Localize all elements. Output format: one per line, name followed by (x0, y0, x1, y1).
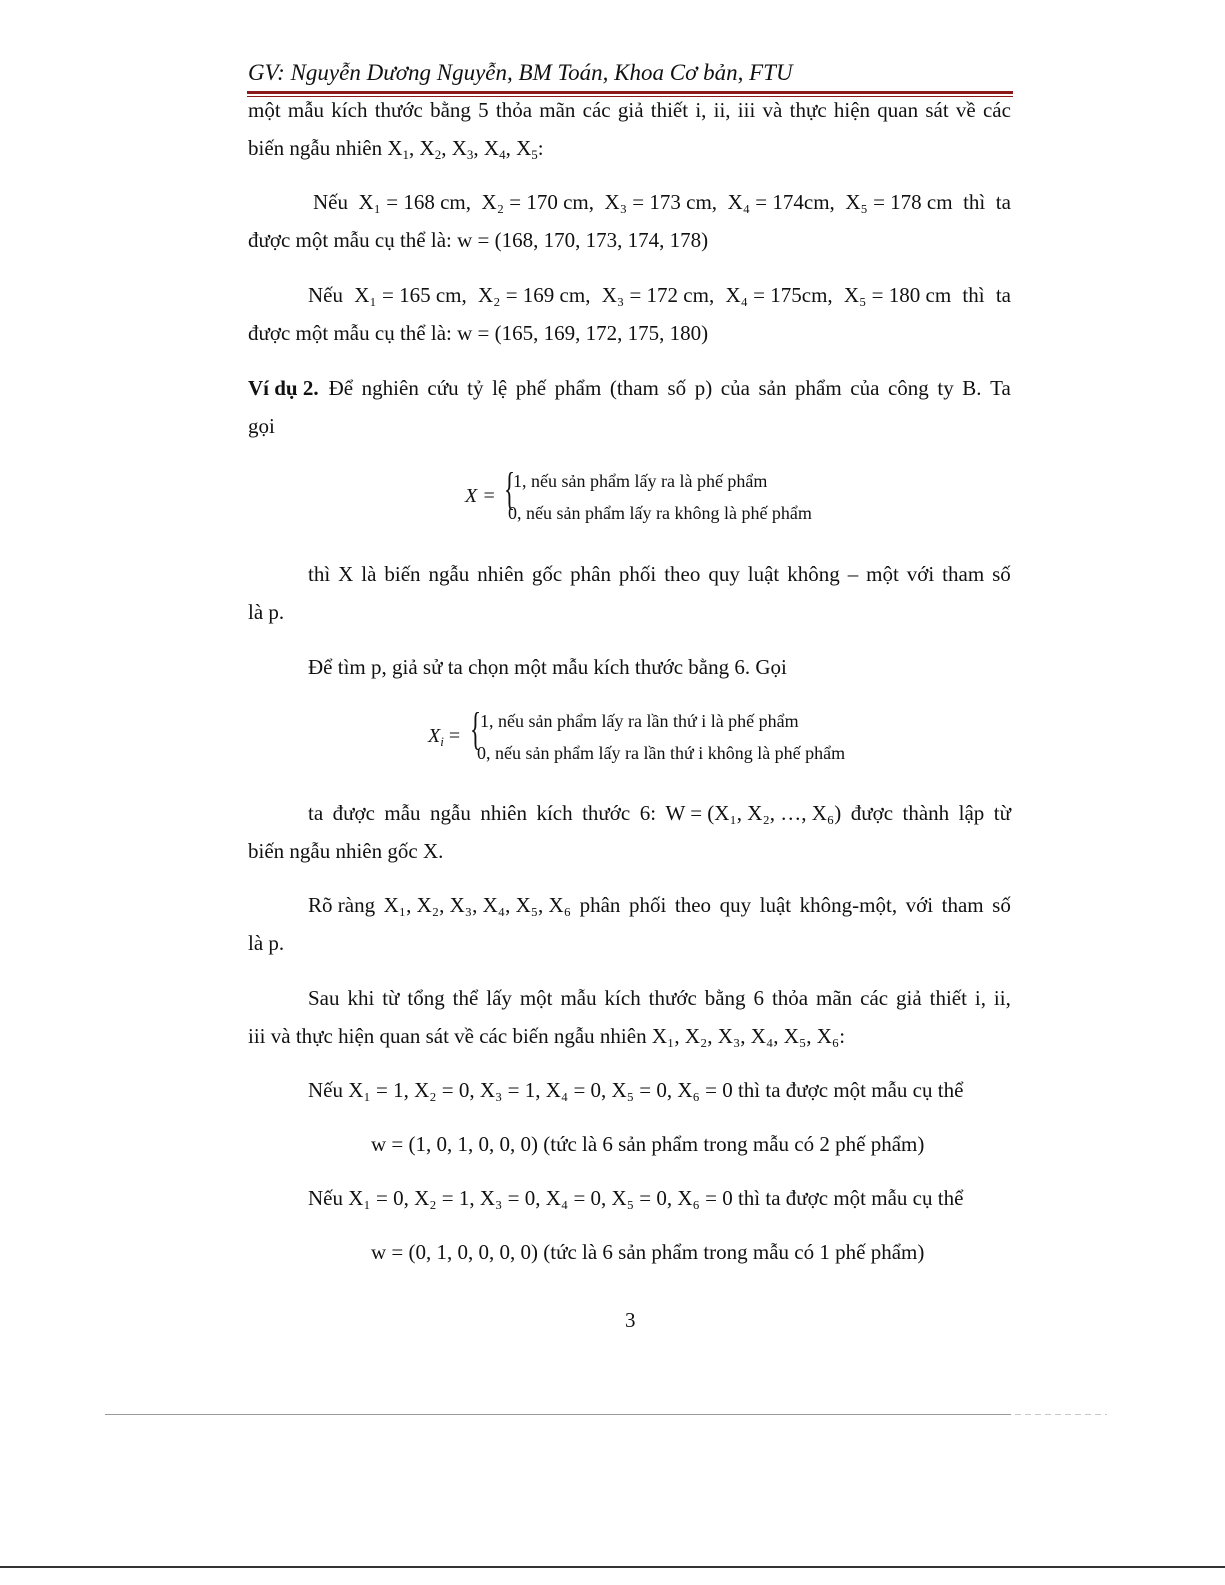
word: X₅ = 180 cm (843, 283, 952, 307)
case-line: 1, nếu sản phẩm lấy ra là phế phẩm (513, 471, 768, 491)
word: phân (570, 562, 611, 586)
word: ngẫu (430, 801, 471, 825)
word: các (582, 98, 611, 122)
word: từ (382, 986, 400, 1010)
word: của (720, 376, 750, 400)
word: luật (759, 893, 792, 917)
word: một (519, 986, 553, 1010)
word: lập (958, 801, 985, 825)
left-brace: { (504, 463, 516, 514)
word: X₂ = 169 cm, (477, 283, 591, 307)
word: nhiên (480, 801, 527, 825)
word: giả (896, 986, 922, 1010)
word: với (905, 893, 934, 917)
word: X₁ = 165 cm, (354, 283, 467, 307)
case-lhs: X = (465, 485, 496, 507)
word: kích (604, 986, 641, 1010)
sample-line (313, 190, 1011, 215)
word: thực (789, 98, 827, 122)
word: phẩm (795, 376, 842, 400)
footer-dotted-rule (1015, 1414, 1107, 1415)
word: thiết (650, 98, 689, 122)
word: Nếu (313, 190, 348, 214)
word: thiết (929, 986, 967, 1010)
case-line: 0, nếu sản phẩm lấy ra lần thứ i không là phế phẩm (477, 743, 846, 763)
word: ta (995, 190, 1011, 214)
word: bằng (704, 986, 746, 1010)
word: nghiên (361, 376, 419, 400)
word: theo (664, 562, 701, 586)
paragraph-line: gọi (248, 414, 275, 438)
word: 5 (478, 98, 489, 122)
word: được (850, 801, 894, 825)
word: phẩm (554, 376, 602, 400)
sample-line: w = (0, 1, 0, 0, 0, 0) (tức là 6 sản phẩm trong mẫu có 1 phế phẩm) (371, 1240, 925, 1264)
word: X₄ = 175cm, (725, 283, 833, 307)
sample-line: w = (1, 0, 1, 0, 0, 0) (tức là 6 sản phẩm trong mẫu có 2 phế phẩm) (371, 1132, 925, 1156)
word: luật (747, 562, 780, 586)
word: từ (993, 801, 1011, 825)
word: Ta (990, 376, 1011, 400)
word: Để (328, 376, 354, 400)
paragraph-line: là p. (248, 600, 285, 624)
word: thì (308, 562, 331, 586)
word: các (982, 98, 1011, 122)
word: không-một, (799, 893, 898, 917)
word: tỷ (467, 376, 484, 400)
word: X₄ = 174cm, (727, 190, 835, 214)
word: mãn (539, 98, 576, 122)
word: i, (974, 986, 986, 1010)
word: i, (695, 98, 707, 122)
word: thước (648, 986, 697, 1010)
paragraph-line: là p. (248, 931, 285, 955)
word: hiện (833, 98, 871, 122)
word: tham (942, 562, 985, 586)
word: phối (618, 562, 657, 586)
word: mãn (816, 986, 853, 1010)
case-line: 0, nếu sản phẩm lấy ra không là phế phẩm (508, 503, 812, 523)
word: X₂ = 170 cm, (481, 190, 595, 214)
word: thể (452, 986, 479, 1010)
word: (tham (609, 376, 659, 400)
word: ta (995, 283, 1011, 307)
page-header: GV: Nguyễn Dương Nguyễn, BM Toán, Khoa Cơ bản, FTU (248, 60, 793, 85)
left-brace: { (470, 703, 482, 754)
paragraph-line (308, 801, 1011, 826)
page-number: 3 (625, 1308, 636, 1332)
sample-line: được một mẫu cụ thể là: w = (168, 170, 173, 174, 178) (248, 228, 709, 252)
word: thì (963, 190, 986, 214)
word: của (850, 376, 880, 400)
word: ta (308, 801, 324, 825)
paragraph-line: biến ngẫu nhiên gốc X. (248, 839, 444, 863)
word: bằng (430, 98, 471, 122)
case-lhs: $X_i$ = (428, 725, 461, 749)
word: gốc (531, 562, 563, 586)
word: 6 (753, 986, 764, 1010)
paragraph-line (308, 986, 1011, 1011)
word: nhiên (477, 562, 524, 586)
word: về (955, 98, 976, 122)
word: với (906, 562, 935, 586)
word: tổng (407, 986, 445, 1010)
word: một (866, 562, 899, 586)
word: thước (582, 801, 631, 825)
word: thành (902, 801, 950, 825)
word: cứu (427, 376, 459, 400)
word: phế (515, 376, 547, 400)
word: X₃ = 173 cm, (604, 190, 718, 214)
sample-line (308, 283, 1011, 308)
word: quy (719, 893, 752, 917)
sample-line: được một mẫu cụ thể là: w = (165, 169, 172, 175, 180) (248, 321, 709, 345)
word: ii, (713, 98, 731, 122)
word: một (248, 98, 281, 122)
paragraph-line (308, 562, 1011, 587)
word: B. (962, 376, 982, 400)
paragraph-line: biến ngẫu nhiên $X_1$, $X_2$, $X_3$, $X_4$, $X_5$: (248, 136, 544, 162)
word: số (667, 376, 687, 400)
case-line: 1, nếu sản phẩm lấy ra lần thứ i là phế phẩm (480, 711, 799, 731)
word: giả (617, 98, 644, 122)
word: X₅ = 178 cm (845, 190, 953, 214)
word: ty (937, 376, 954, 400)
word: X₁ = 168 cm, (358, 190, 472, 214)
word: tham (941, 893, 984, 917)
word: được (332, 801, 375, 825)
sample-line: Nếu X₁ = 0, X₂ = 1, X₃ = 0, X₄ = 0, X₅ = 0, X₆ = 0 thì ta được một mẫu cụ thể (308, 1186, 964, 1210)
word: phối (628, 893, 667, 917)
word: công (887, 376, 929, 400)
word: X₁, X₂, X₃, X₄, X₅, X₆ (383, 893, 572, 917)
word: thước (374, 98, 423, 122)
word: quan (877, 98, 919, 122)
paragraph-line (248, 98, 1011, 123)
word: Nếu (308, 283, 343, 307)
word: theo (674, 893, 712, 917)
sample-line: Nếu X₁ = 1, X₂ = 0, X₃ = 1, X₄ = 0, X₅ = 0, X₆ = 0 thì ta được một mẫu cụ thể (308, 1078, 964, 1102)
word: kích (536, 801, 573, 825)
word: không (787, 562, 840, 586)
example-heading-line (248, 376, 1011, 401)
page-bottom-edge (0, 1566, 1225, 1568)
word: khi (347, 986, 375, 1010)
header-rule-thick (247, 91, 1013, 94)
word: mẫu (287, 98, 325, 122)
word: ii, (993, 986, 1011, 1010)
word: mẫu (384, 801, 421, 825)
word: là (361, 562, 377, 586)
word: X₃ = 172 cm, (601, 283, 715, 307)
word: lấy (486, 986, 512, 1010)
word: Sau (308, 986, 340, 1010)
word: iii (737, 98, 756, 122)
word: mẫu (560, 986, 597, 1010)
word: thì (962, 283, 985, 307)
word: p) (694, 376, 713, 400)
paragraph-line (308, 893, 1011, 918)
word: 6: (639, 801, 657, 825)
word: số (992, 562, 1011, 586)
word: số (992, 893, 1011, 917)
word: kích (331, 98, 368, 122)
word: X (338, 562, 354, 586)
word: Rõ ràng (308, 893, 376, 917)
word: và (762, 98, 783, 122)
word: các (860, 986, 889, 1010)
word: thỏa (495, 98, 533, 122)
word: phân (579, 893, 621, 917)
word: thỏa (771, 986, 809, 1010)
header-rule-thin (247, 96, 1013, 97)
word: sản (758, 376, 787, 400)
word: quy (708, 562, 740, 586)
word: biến (384, 562, 421, 586)
paragraph-line: iii và thực hiện quan sát về các biến ngẫu nhiên X₁, X₂, X₃, X₄, X₅, X₆: (248, 1024, 846, 1048)
word: sát (925, 98, 949, 122)
word: W = (X₁, X₂, …, X₆) (665, 801, 842, 825)
footer-rule (105, 1414, 1011, 1415)
paragraph-line: Để tìm p, giả sử ta chọn một mẫu kích thước bằng 6. Gọi (308, 655, 787, 679)
word: – (847, 562, 859, 586)
word: lệ (492, 376, 508, 400)
word: ngẫu (428, 562, 470, 586)
example-label: Ví dụ 2. (248, 376, 319, 400)
